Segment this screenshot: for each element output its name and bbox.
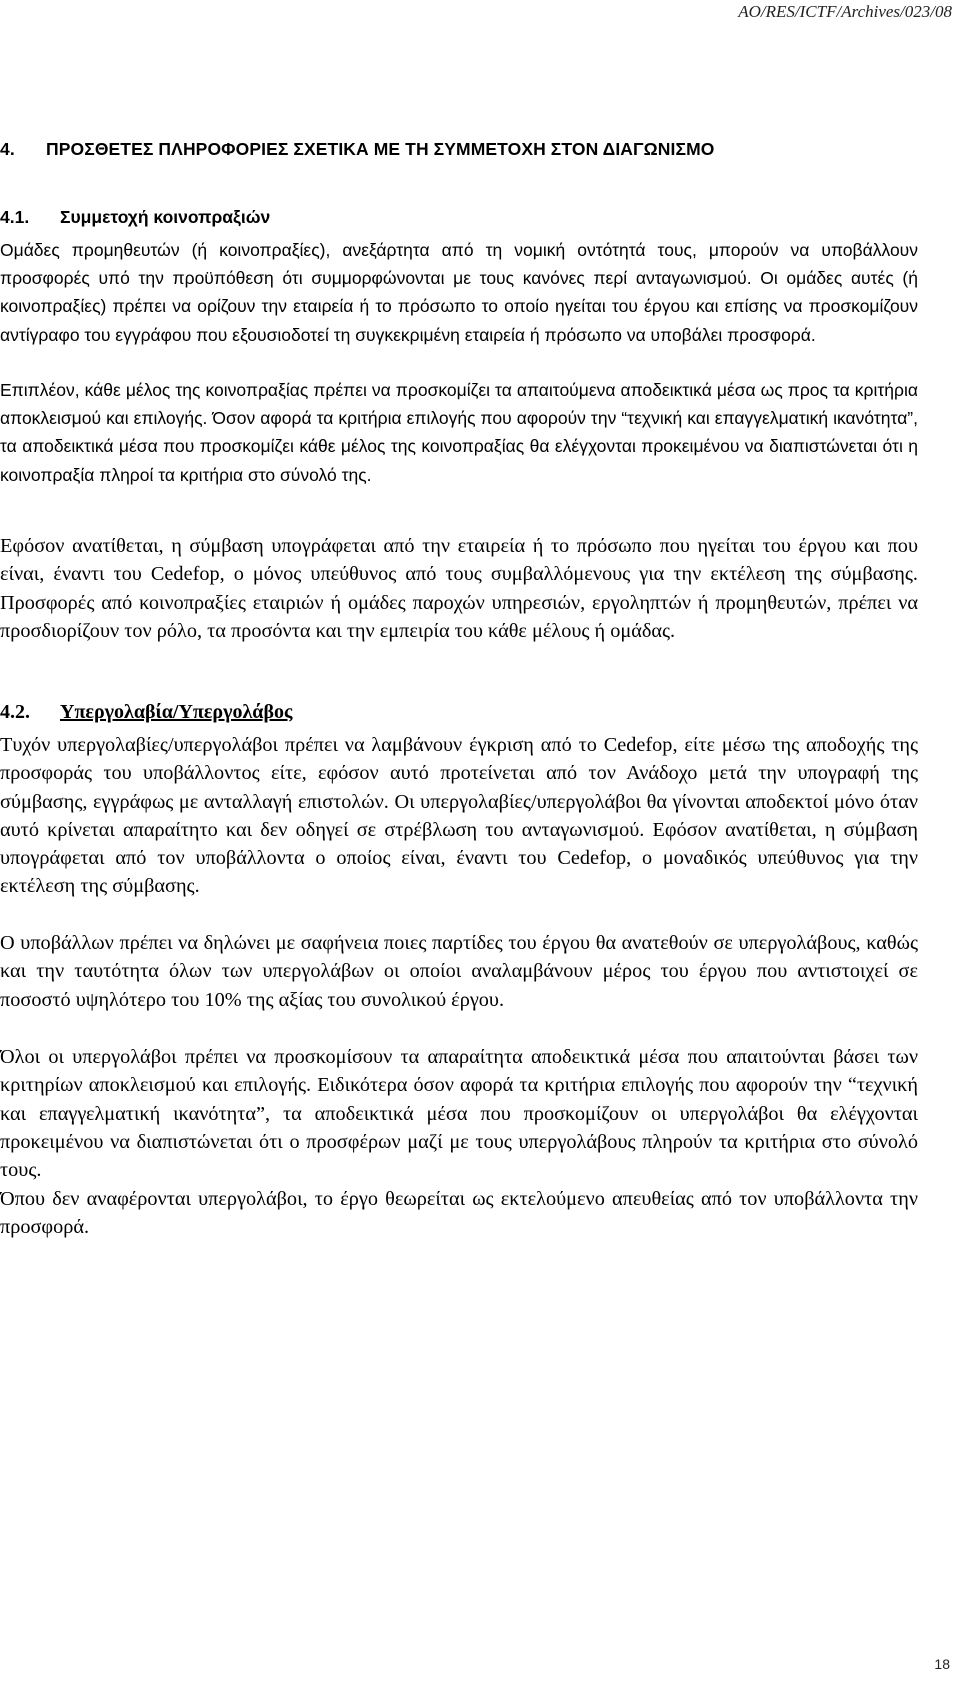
section-4-2-title: Υπεργολαβία/Υπεργολάβος: [60, 701, 293, 723]
section-4-2-paragraph-1: Τυχόν υπεργολαβίες/υπεργολάβοι πρέπει να λαμβάνουν έγκριση από το Cedefop, είτε μέσω της αποδοχής της προσφοράς του υποβάλλοντος είτε, εφόσον αυτό προτείνεται από τον Ανάδοχο μετά την υπογραφή της σύμβασης, εγγράφως με ανταλλαγή επιστολών. Οι υπεργολαβίες/υπεργολάβοι θα γίνονται αποδεκτοί μόνο όταν αυτό κρίνεται απαραίτητο και δεν οδηγεί σε στρέβλωση του ανταγωνισμού. Εφόσον ανατίθεται, η σύμβαση υπογράφεται από τον υποβάλλοντα ο οποίος είναι, έναντι του Cedefop, ο μοναδικός υπεύθυνος για την εκτέλεση της σύμβασης.: [0, 734, 918, 898]
section-4-1-paragraph-2: Επιπλέον, κάθε μέλος της κοινοπραξίας πρέπει να προσκομίζει τα απαιτούμενα αποδεικτικά μέσα ως προς τα κριτήρια αποκλεισμού και επιλογής. Όσον αφορά τα κριτήρια επιλογής που αφορούν την “τεχνική και επαγγελματική ικανότητα”, τα αποδεικτικά μέσα που προσκομίζει κάθε μέλος της κοινοπραξίας θα ελέγχονται προκειμένου να διαπιστώνεται ότι η κοινοπραξία πληροί τα κριτήρια στο σύνολό της.: [0, 380, 918, 485]
section-4-1-number: 4.1.: [0, 207, 30, 227]
section-4-1-paragraph-3: Εφόσον ανατίθεται, η σύμβαση υπογράφεται από την εταιρεία ή το πρόσωπο που ηγείται του έργου και που είναι, έναντι του Cedefop, ο μόνος υπεύθυνος από τους συμβαλλόμενους για την εκτέλεση της σύμβασης. Προσφορές από κοινοπραξίες εταιριών ή ομάδες παροχών υπηρεσιών, εργοληπτών ή προμηθευτών, πρέπει να προσδιορίζουν τον ρόλο, τα προσόντα και την εμπειρία του κάθε μέλους ή ομάδας.: [0, 535, 918, 642]
section-4-2-paragraph-3: Όλοι οι υπεργολάβοι πρέπει να προσκομίσουν τα απαραίτητα αποδεικτικά μέσα που απαιτούνται βάσει των κριτηρίων αποκλεισμού και επιλογής. Ειδικότερα όσον αφορά τα κριτήρια επιλογής που αφορούν την “τεχνική και επαγγελματική ικανότητα”, τα αποδεικτικά μέσα που προσκομίζουν οι υπεργολάβοι θα ελέγχονται προκειμένου να διαπιστώνεται ότι ο προσφέρων μαζί με τους υπεργολάβους πληρούν τα κριτήρια στο σύνολό τους.: [0, 1046, 918, 1182]
section-4-1-title: Συμμετοχή κοινοπραξιών: [60, 207, 271, 227]
page-number: 18: [934, 1656, 950, 1672]
section-4-number: 4.: [0, 139, 15, 159]
section-4-2-paragraph-2: Ο υποβάλλων πρέπει να δηλώνει με σαφήνεια ποιες παρτίδες του έργου θα ανατεθούν σε υπεργολάβους, καθώς και την ταυτότητα όλων των υπεργολάβων οι οποίοι αναλαμβάνουν μέρος του έργου που αντιστοιχεί σε ποσοστό υψηλότερο του 10% της αξίας του συνολικού έργου.: [0, 932, 918, 1011]
section-4-2-paragraph-4: Όπου δεν αναφέρονται υπεργολάβοι, το έργο θεωρείται ως εκτελούμενο απευθείας από τον υποβάλλοντα την προσφορά.: [0, 1188, 918, 1239]
section-4-2-number: 4.2.: [0, 701, 30, 723]
section-4-heading: [0, 139, 920, 160]
section-4-title: ΠΡΟΣΘΕΤΕΣ ΠΛΗΡΟΦΟΡΙΕΣ ΣΧΕΤΙΚΑ ΜΕ ΤΗ ΣΥΜΜΕΤΟΧΗ ΣΤΟΝ ΔΙΑΓΩΝΙΣΜΟ: [46, 139, 715, 159]
section-4-1-paragraph-1: Ομάδες προμηθευτών (ή κοινοπραξίες), ανεξάρτητα από τη νομική οντότητά τους, μπορούν να υποβάλλουν προσφορές υπό την προϋπόθεση ότι συμμορφώνονται με τους κανόνες περί ανταγωνισμού. Οι ομάδες αυτές (ή κοινοπραξίες) πρέπει να ορίζουν την εταιρεία ή το πρόσωπο το οποίο ηγείται του έργου και επίσης να προσκομίζουν αντίγραφο του εγγράφου που εξουσιοδοτεί τη συγκεκριμένη εταιρεία ή πρόσωπο να υποβάλει προσφορά.: [0, 240, 918, 345]
document-reference: AO/RES/ICTF/Archives/023/08: [738, 2, 952, 21]
section-4-2-heading: [0, 701, 292, 724]
section-4-1-heading: [0, 207, 270, 228]
